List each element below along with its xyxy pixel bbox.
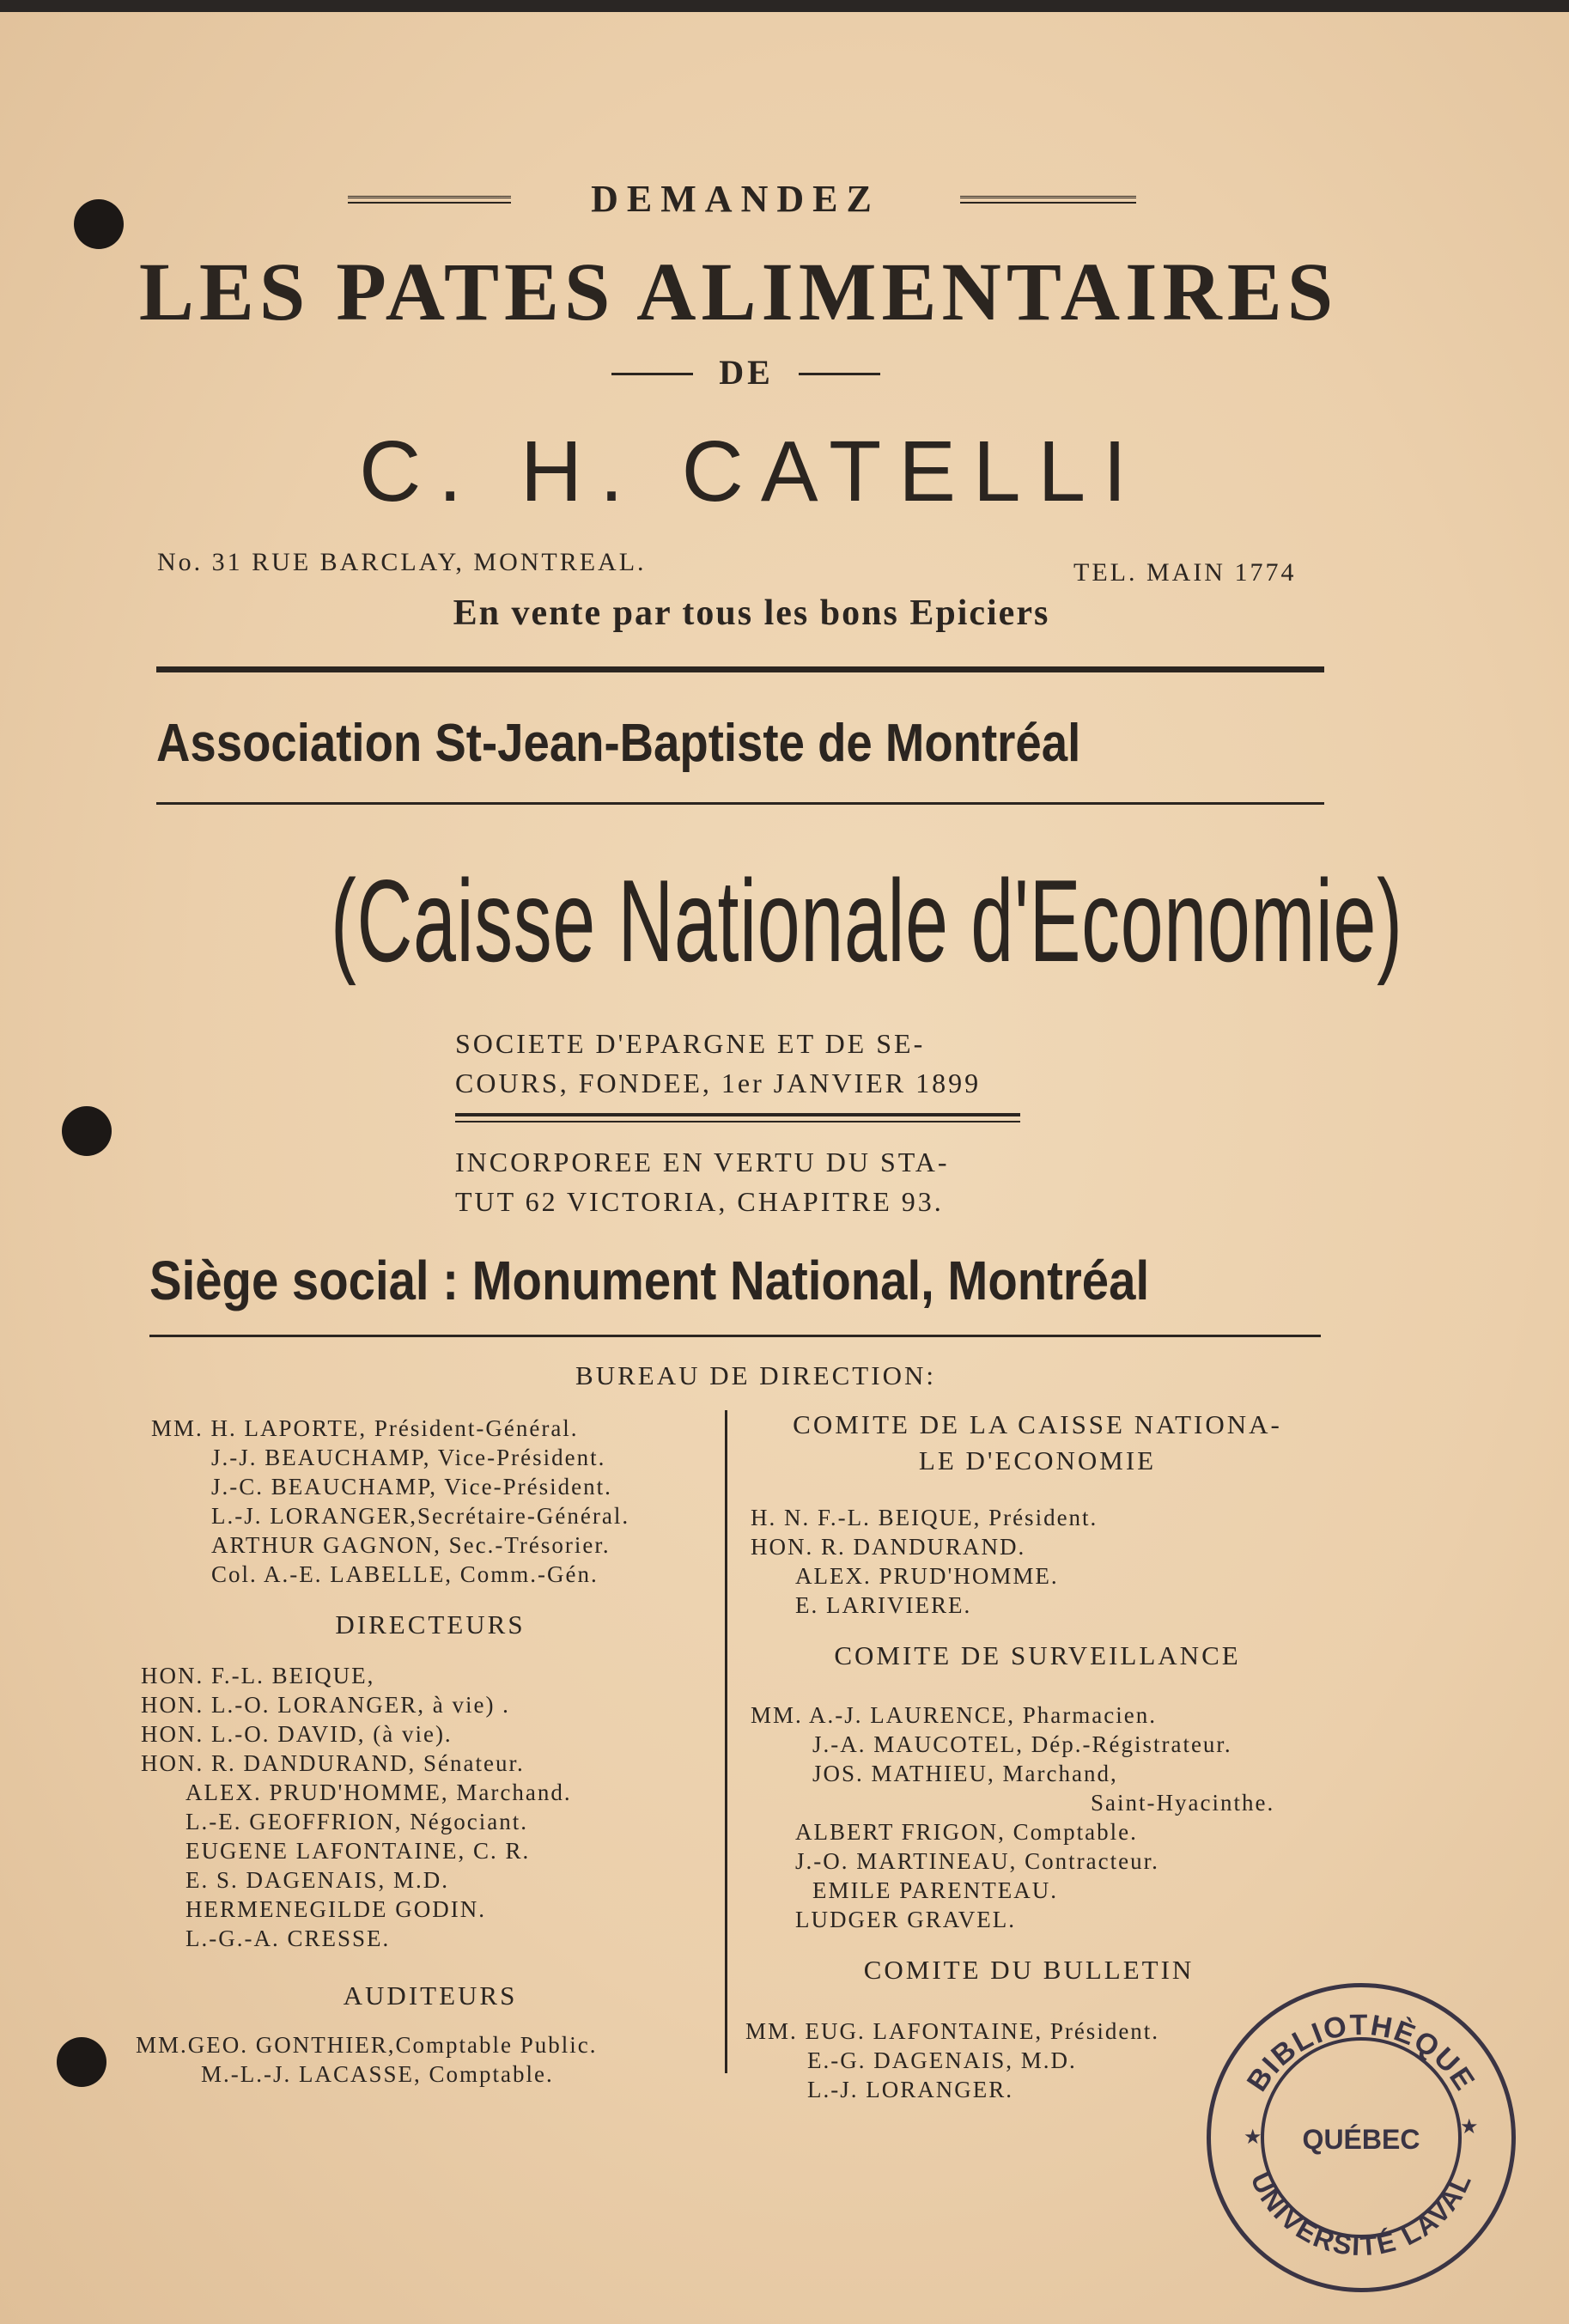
directeur: EUGENE LAFONTAINE, C. R. [185,1838,531,1864]
library-stamp [1207,1983,1516,2292]
directeur: HON. L.-O. DAVID, (à vie). [141,1721,453,1747]
ad-address: No. 31 RUE BARCLAY, MONTREAL. [157,548,647,576]
direction-list [151,1414,629,1589]
incorporee-text [455,1142,949,1221]
surveillance-member: J.-O. MARTINEAU, Contracteur. [795,1848,1159,1874]
direction-member: J.-C. BEAUCHAMP, Vice-Président. [211,1474,612,1500]
surveillance-member: J.-A. MAUCOTEL, Dép.-Régistrateur. [812,1731,1232,1757]
surveillance-member: EMILE PARENTEAU. [812,1877,1058,1903]
stamp-star-icon: ★ [1244,2126,1262,2149]
surveillance-title: COMITE DE SURVEILLANCE [834,1640,1241,1670]
direction-member: J.-J. BEAUCHAMP, Vice-Président. [211,1445,606,1470]
double-rule [455,1113,1020,1122]
ornament-rule [799,373,880,375]
direction-member: L.-J. LORANGER,Secrétaire-Général. [211,1503,630,1529]
direction-member: ARTHUR GAGNON, Sec.-Trésorier. [211,1532,611,1558]
societe-line: COURS, FONDEE, 1er JANVIER 1899 [455,1068,982,1098]
auditeurs-list [136,2030,597,2089]
section-divider [149,1335,1321,1337]
comite-member: ALEX. PRUD'HOMME. [795,1563,1059,1589]
societe-text [455,1024,981,1103]
incorporee-line: TUT 62 VICTORIA, CHAPITRE 93. [455,1186,944,1217]
directeur: HON. R. DANDURAND, Sénateur. [141,1750,525,1776]
auditeur: MM.GEO. GONTHIER,Comptable Public. [136,2032,598,2058]
comite-caisse-title-line: LE D'ECONOMIE [918,1445,1157,1475]
ad-telephone: TEL. MAIN 1774 [1073,558,1297,587]
ad-demandez: DEMANDEZ [591,178,880,220]
comite-caisse-title-line: COMITE DE LA CAISSE NATIONA- [793,1409,1282,1439]
binder-hole [57,2037,106,2087]
direction-member: Col. A.-E. LABELLE, Comm.-Gén. [211,1561,599,1587]
directeurs-list [141,1661,572,1953]
ad-title: LES PATES ALIMENTAIRES [138,246,1339,338]
ad-de: DE [719,353,774,392]
caisse-title: (Caisse Nationale d'Economie) [331,855,1403,986]
ornament-rule [960,196,1136,204]
bulletin-title: COMITE DU BULLETIN [863,1955,1195,1985]
comite-caisse-list [751,1503,1098,1620]
stamp-lettering [1211,1987,1511,2288]
comite-caisse-title [745,1407,1329,1479]
binder-hole [74,199,124,249]
bulletin-member: E.-G. DAGENAIS, M.D. [807,2047,1077,2073]
directeurs-title: DIRECTEURS [335,1609,526,1640]
directeur: L.-G.-A. CRESSE. [185,1926,391,1951]
bulletin-member: L.-J. LORANGER. [807,2077,1013,2102]
ad-company-name: C. H. CATELLI [359,423,1144,520]
comite-member: E. LARIVIERE. [795,1592,972,1618]
stamp-center-text: QUÉBEC [1302,2124,1420,2155]
section-divider [156,802,1324,805]
incorporee-line: INCORPOREE EN VERTU DU STA- [455,1147,950,1177]
comite-member: HON. R. DANDURAND. [751,1534,1026,1560]
surveillance-member: Saint-Hyacinthe. [1091,1790,1275,1816]
bulletin-list [745,2017,1159,2104]
ad-vente: En vente par tous les bons Epiciers [453,593,1050,633]
siege-social: Siège social : Monument National, Montréal [149,1250,1150,1311]
directeur: E. S. DAGENAIS, M.D. [185,1867,450,1893]
section-divider [156,666,1324,672]
stamp-top-text: BIBLIOTHÈQUE [1240,2008,1482,2098]
directeur: L.-E. GEOFFRION, Négociant. [185,1809,528,1834]
bulletin-member: MM. EUG. LAFONTAINE, Président. [745,2018,1160,2044]
directeur: HON. L.-O. LORANGER, à vie) . [141,1692,510,1718]
column-divider [725,1410,727,2073]
surveillance-member: LUDGER GRAVEL. [795,1907,1016,1932]
association-heading: Association St-Jean-Baptiste de Montréal [156,714,1081,773]
svg-text:BIBLIOTHÈQUE [1241,2009,1481,2097]
binder-hole [62,1106,112,1156]
document-page [0,12,1569,2324]
ornament-rule [611,373,693,375]
directeur: HON. F.-L. BEIQUE, [141,1663,375,1688]
auditeurs-title: AUDITEURS [343,1980,518,2011]
ornament-rule [348,196,511,204]
stamp-star-icon: ★ [1460,2116,1479,2138]
directeur: HERMENEGILDE GODIN. [185,1896,486,1922]
surveillance-member: JOS. MATHIEU, Marchand, [812,1761,1118,1786]
directeur: ALEX. PRUD'HOMME, Marchand. [185,1780,572,1805]
societe-line: SOCIETE D'EPARGNE ET DE SE- [455,1028,926,1059]
stamp-bottom-text: UNIVERSITÉ LAVAL [1244,2167,1478,2262]
caisse-wrapper [97,854,1471,988]
svg-text:UNIVERSITÉ LAVAL [1244,2168,1477,2262]
auditeur: M.-L.-J. LACASSE, Comptable. [201,2061,554,2087]
surveillance-list [751,1700,1274,1934]
surveillance-member: ALBERT FRIGON, Comptable. [795,1819,1138,1845]
bureau-title: BUREAU DE DIRECTION: [575,1360,936,1390]
direction-member: MM. H. LAPORTE, Président-Général. [151,1415,579,1441]
comite-member: H. N. F.-L. BEIQUE, Président. [751,1505,1098,1530]
surveillance-member: MM. A.-J. LAURENCE, Pharmacien. [751,1702,1157,1728]
